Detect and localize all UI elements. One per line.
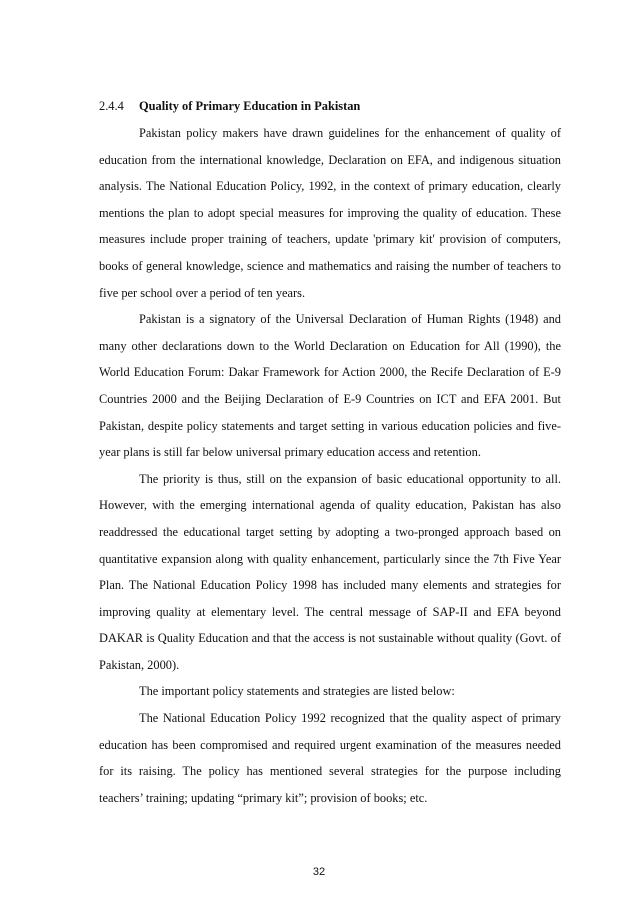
paragraph-nep-1992: The National Education Policy 1992 recognized that the quality aspect of primary education has been compromised and required urgent examination of the measures needed for its raising. The policy has mentioned several strategies for the purpose including teachers’ training; updating “primary kit”; provision of books; etc. (99, 711, 561, 805)
paragraph-declarations: Pakistan is a signatory of the Universal Declaration of Human Rights (1948) and many other declarations down to the World Declaration on Education for All (1990), the World Education Forum: Dakar Framework for Action 2000, the Recife Declaration of E-9 Countries 2000 and the Beijing Declaration of E-9 Countries on ICT and EFA 2001. But Pakistan, despite policy statements and target setting in various education policies and five-year plans is still far below universal primary education access and retention. (99, 312, 561, 460)
document-page (99, 93, 561, 811)
paragraph-policy-guidelines: Pakistan policy makers have drawn guidelines for the enhancement of quality of education from the international knowledge, Declaration on EFA, and indigenous situation analysis. The National Education Policy, 1992, in the context of primary education, clearly mentions the plan to adopt special measures for improving the quality of education. These measures include proper training of teachers, update 'primary kit' provision of computers, books of general knowledge, science and mathematics and raising the number of teachers to five per school over a period of ten years. (99, 126, 561, 300)
paragraph-priority: The priority is thus, still on the expansion of basic educational opportunity to all. However, with the emerging international agenda of quality education, Pakistan has also readdressed the educational target setting by adopting a two-pronged approach based on quantitative expansion along with quality enhancement, particularly since the 7th Five Year Plan. The National Education Policy 1998 has included many elements and strategies for improving quality at elementary level. The central message of SAP-II and EFA beyond DAKAR is Quality Education and that the access is not sustainable without quality (Govt. of Pakistan, 2000). (99, 471, 561, 672)
page-number: 32 (312, 866, 326, 878)
section-number: 2.4.4 (99, 99, 124, 113)
section-title: Quality of Primary Education in Pakistan (139, 99, 361, 113)
paragraph-policy-list-intro: The important policy statements and strategies are listed below: (139, 684, 455, 699)
section-heading (99, 93, 561, 120)
